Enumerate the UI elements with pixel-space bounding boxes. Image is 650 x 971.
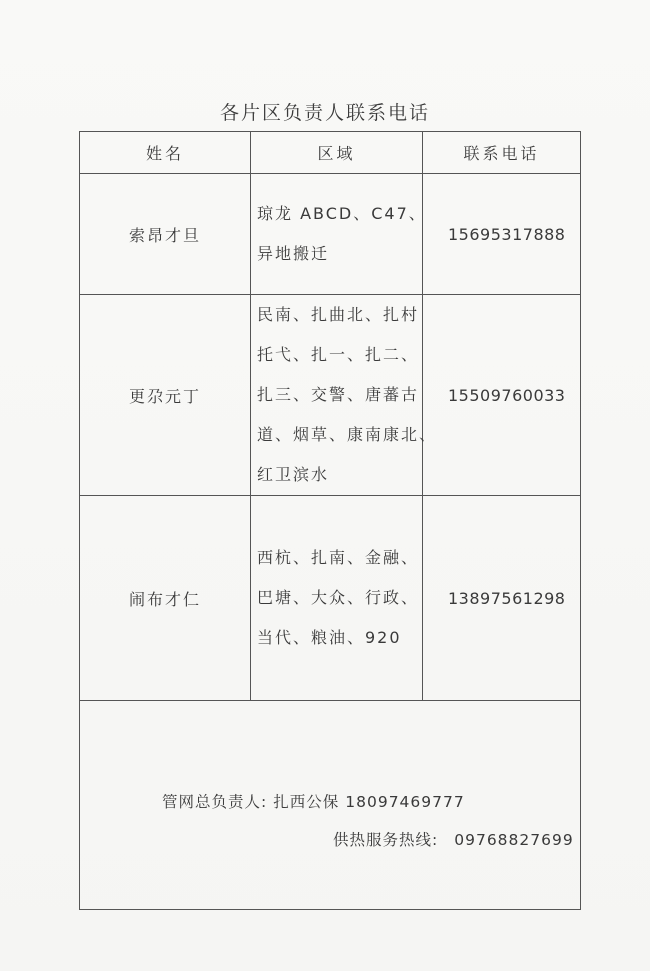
name-cell: 索昂才旦 bbox=[80, 174, 251, 295]
manager-line bbox=[162, 790, 465, 812]
name-cell: 更尕元丁 bbox=[80, 295, 251, 496]
table-row bbox=[80, 174, 581, 295]
header-name: 姓名 bbox=[80, 132, 251, 174]
area-cell bbox=[251, 174, 427, 295]
hotline-line bbox=[333, 828, 574, 850]
name-cell: 闹布才仁 bbox=[80, 496, 251, 701]
phone-cell: 15695317888 bbox=[423, 174, 581, 295]
table-row bbox=[80, 295, 581, 496]
manager-name: 扎西公保 bbox=[273, 793, 340, 811]
footer-row bbox=[80, 701, 581, 910]
area-line: 红卫滨水 bbox=[257, 465, 330, 484]
area-line: 扎三、交警、唐蕃古 bbox=[257, 385, 420, 404]
phone-cell: 13897561298 bbox=[423, 496, 581, 701]
area-cell bbox=[251, 295, 438, 496]
area-line: 当代、粮油、920 bbox=[257, 628, 402, 647]
area-line: 巴塘、大众、行政、 bbox=[257, 588, 420, 607]
header-phone: 联系电话 bbox=[423, 132, 581, 174]
phone-cell: 15509760033 bbox=[423, 295, 581, 496]
area-line: 道、烟草、康南康北、 bbox=[257, 425, 438, 444]
document-title: 各片区负责人联系电话 bbox=[219, 102, 430, 124]
header-area: 区域 bbox=[251, 132, 423, 174]
manager-label: 管网总负责人: bbox=[162, 793, 268, 811]
table-row bbox=[80, 496, 581, 701]
area-line: 托弋、扎一、扎二、 bbox=[257, 345, 420, 364]
hotline-number: 09768827699 bbox=[454, 831, 574, 849]
area-line: 民南、扎曲北、扎村 bbox=[257, 305, 420, 324]
table-header-row bbox=[80, 132, 581, 174]
area-line: 异地搬迁 bbox=[257, 244, 330, 263]
area-line: 琼龙 ABCD、C47、 bbox=[257, 204, 427, 223]
area-cell bbox=[251, 496, 423, 701]
hotline-label: 供热服务热线: bbox=[333, 831, 439, 849]
contacts-table bbox=[79, 131, 581, 910]
manager-phone: 18097469777 bbox=[345, 793, 465, 811]
footer-cell bbox=[80, 701, 581, 910]
area-line: 西杭、扎南、金融、 bbox=[257, 548, 420, 567]
